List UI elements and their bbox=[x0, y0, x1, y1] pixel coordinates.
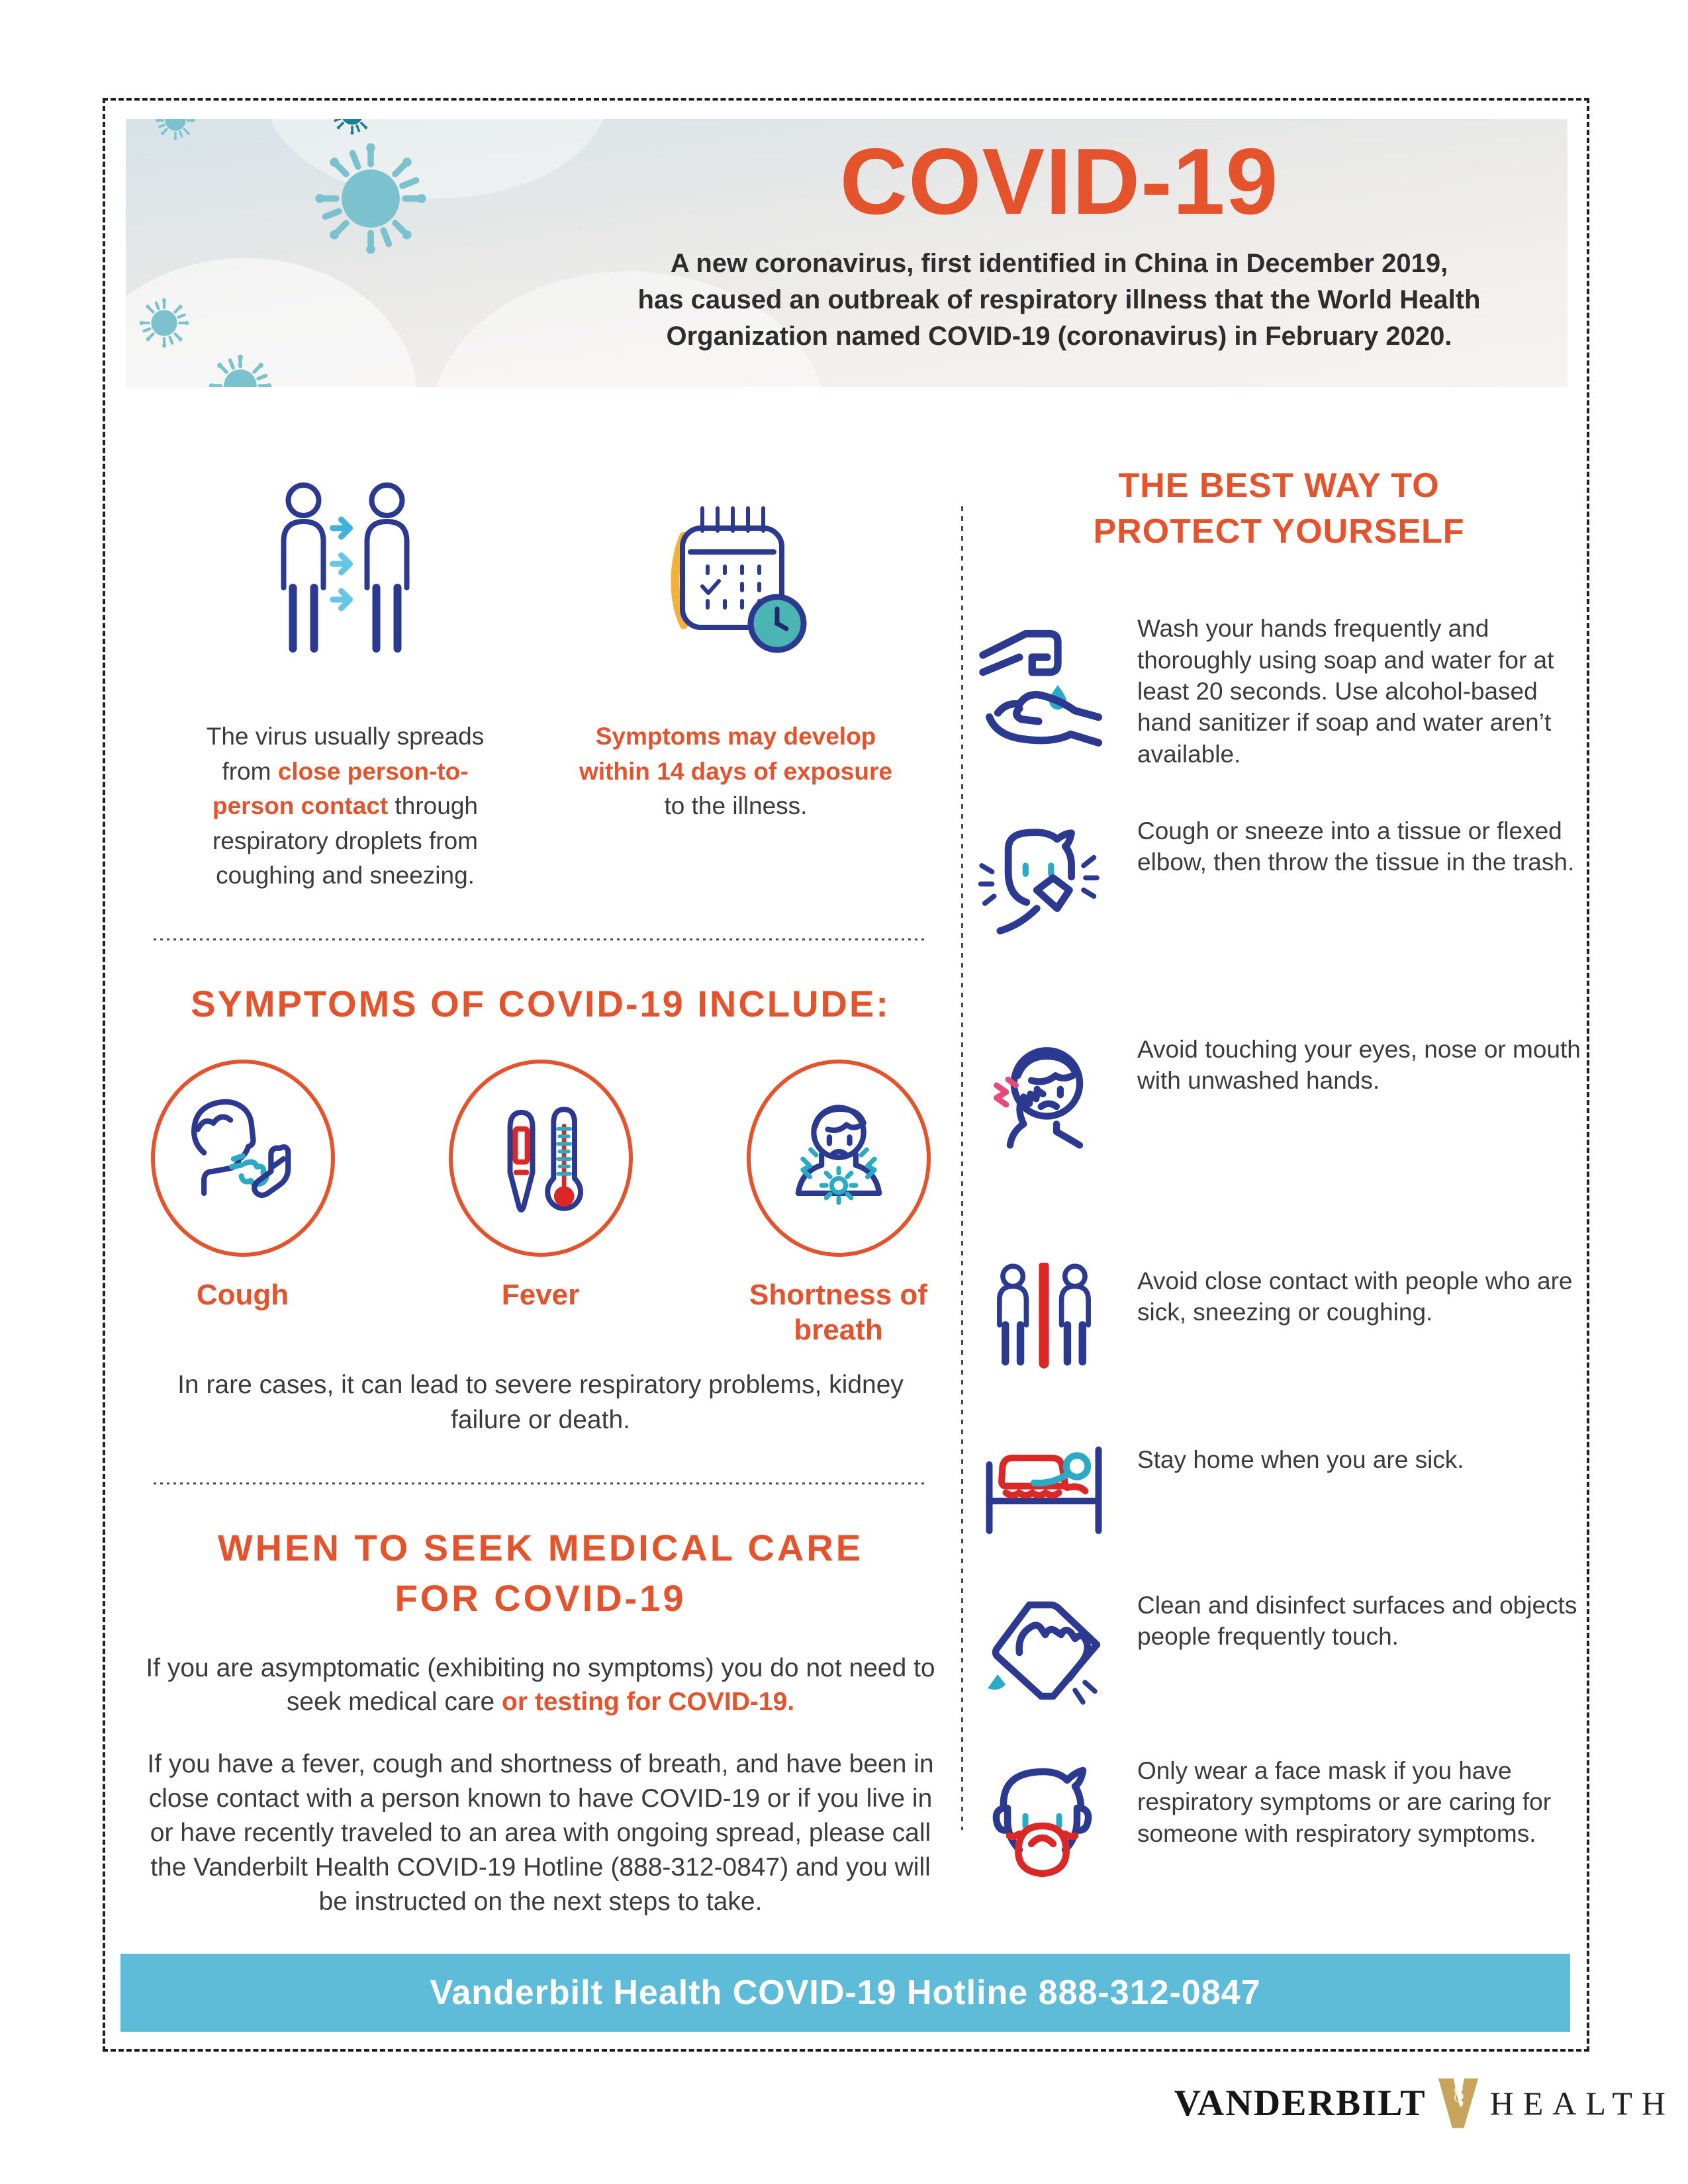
avoid-touching-face-icon bbox=[981, 1031, 1107, 1157]
column-divider bbox=[961, 506, 963, 1830]
medical-care-paragraph-2: If you have a fever, cough and shortness of breath, and have been in close contact with a person known to have COVID-19 or if you live in or have recently traveled to an area with ongoing spread, please call the Vanderbilt Health COVID-19 Hotline (888-312-0847) and you will be instructed on the next steps to take. bbox=[147, 1750, 934, 1916]
tip-avoid-touching-face bbox=[974, 1031, 1583, 1157]
symptom-circle bbox=[151, 1060, 335, 1257]
brand-vanderbilt: VANDERBILT bbox=[1174, 2083, 1427, 2124]
hotline-banner-text: Vanderbilt Health COVID-19 Hotline 888-312-0847 bbox=[430, 1974, 1261, 2012]
wash-hands-icon bbox=[974, 610, 1113, 749]
fever-icon bbox=[485, 1092, 597, 1224]
tip-text: Cough or sneeze into a tissue or flexed elbow, then throw the tissue in the trash. bbox=[1137, 817, 1575, 876]
tip-text: Stay home when you are sick. bbox=[1137, 1446, 1464, 1474]
transmission-item bbox=[187, 467, 504, 893]
medical-care-heading: WHEN TO SEEK MEDICAL CARE FOR COVID-19 bbox=[217, 1527, 864, 1619]
calendar-clock-icon bbox=[661, 496, 810, 655]
tip-text: Wash your hands frequently and thoroughly using soap and water for at least 20 seconds. Use alcohol-based hand sanitizer if soap and water aren’t available. bbox=[1137, 615, 1554, 768]
transmission-item bbox=[577, 467, 895, 893]
vanderbilt-v-icon bbox=[1437, 2077, 1479, 2130]
medical-care-paragraph-1: If you are asymptomatic (exhibiting no symptoms) you do not need to seek medical care or testing for COVID-19. bbox=[146, 1653, 935, 1717]
symptom-fever bbox=[432, 1060, 650, 1348]
tip-face-mask bbox=[974, 1752, 1583, 1891]
tip-text: Only wear a face mask if you have respiratory symptoms or are caring for someone with respiratory symptoms. bbox=[1137, 1757, 1552, 1847]
brand-health: HEALTH bbox=[1489, 2085, 1675, 2122]
tip-cough-sneeze bbox=[974, 813, 1583, 945]
transmission-caption: The virus usually spreads from close person-to-person contact through respiratory droplets from coughing and sneezing. bbox=[206, 723, 485, 889]
tip-avoid-close-contact bbox=[974, 1263, 1583, 1372]
tip-text: Avoid close contact with people who are sick, sneezing or coughing. bbox=[1137, 1267, 1573, 1326]
protect-column bbox=[974, 463, 1583, 1891]
highlighted-text: or testing for COVID-19. bbox=[502, 1688, 795, 1717]
footer-brand bbox=[1174, 2077, 1675, 2130]
tip-clean-surfaces bbox=[974, 1587, 1583, 1716]
header-subtitle bbox=[589, 246, 1529, 355]
person-to-person-icon bbox=[267, 477, 423, 675]
protect-heading: THE BEST WAY TO PROTECT YOURSELF bbox=[1093, 467, 1465, 551]
symptom-shortness-of-breath bbox=[729, 1060, 948, 1348]
cough-tissue-icon bbox=[978, 813, 1110, 945]
transmission-caption: Symptoms may develop within 14 days of exposure to the illness. bbox=[579, 723, 892, 820]
symptom-circle bbox=[449, 1060, 633, 1257]
hotline-banner bbox=[120, 1954, 1570, 2032]
subtitle-line: Organization named COVID-19 (coronavirus) in February 2020. bbox=[666, 322, 1452, 351]
face-mask-icon bbox=[980, 1752, 1109, 1891]
symptom-label: Shortness of breath bbox=[749, 1279, 927, 1347]
cough-icon bbox=[180, 1092, 306, 1224]
tip-text: Avoid touching your eyes, nose or mouth with unwashed hands. bbox=[1137, 1036, 1581, 1095]
symptoms-heading: SYMPTOMS OF COVID-19 INCLUDE: bbox=[191, 982, 890, 1024]
avoid-close-contact-icon bbox=[981, 1263, 1107, 1372]
clean-surfaces-icon bbox=[980, 1587, 1109, 1716]
tip-stay-home bbox=[974, 1441, 1583, 1534]
highlighted-text: close person-to-person contact bbox=[212, 757, 469, 820]
subtitle-line: A new coronavirus, first identified in China in December 2019, bbox=[670, 249, 1448, 279]
symptom-cough bbox=[134, 1060, 352, 1348]
page-title: COVID-19 bbox=[839, 129, 1279, 234]
transmission-section bbox=[126, 467, 955, 893]
header-text bbox=[589, 129, 1529, 355]
divider bbox=[154, 938, 928, 940]
shortness-of-breath-icon bbox=[776, 1092, 902, 1224]
left-column bbox=[126, 467, 955, 1919]
symptoms-row bbox=[126, 1060, 955, 1348]
stay-home-icon bbox=[978, 1441, 1110, 1534]
highlighted-text: Symptoms may develop within 14 days of exposure bbox=[579, 723, 892, 785]
symptom-label: Fever bbox=[501, 1279, 580, 1312]
subtitle-line: has caused an outbreak of respiratory illness that the World Health bbox=[637, 285, 1481, 315]
symptom-circle bbox=[747, 1060, 931, 1257]
tip-wash-hands bbox=[974, 610, 1583, 770]
symptoms-note: In rare cases, it can lead to severe respiratory problems, kidney failure or death. bbox=[177, 1371, 904, 1434]
symptom-label: Cough bbox=[196, 1279, 289, 1312]
divider bbox=[154, 1482, 928, 1484]
tip-text: Clean and disinfect surfaces and objects people frequently touch. bbox=[1137, 1592, 1577, 1651]
header-band bbox=[126, 119, 1568, 387]
protect-tips bbox=[974, 610, 1583, 1891]
